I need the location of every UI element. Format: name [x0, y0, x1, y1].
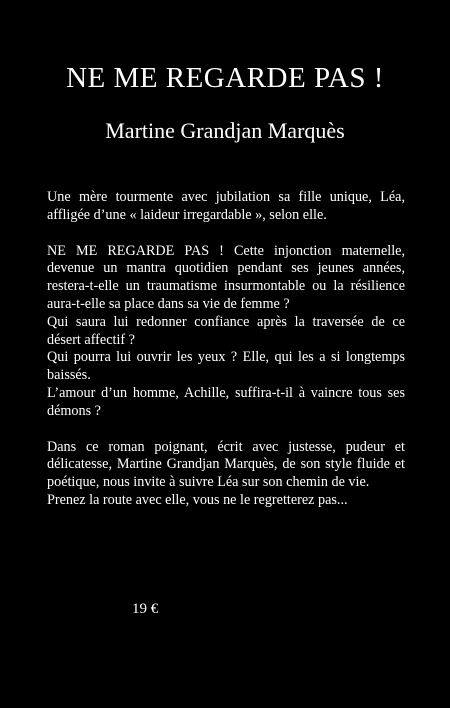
price-label: 19 € — [132, 601, 159, 617]
blurb-paragraph-injunction: NE ME REGARDE PAS ! Cette injonction maternelle, devenue un mantra quotidien pendant ses jeunes années, restera-t-elle un traumatisme insurmontable ou la résilience aura-t-elle sa place dans sa vie de femme ? — [47, 242, 405, 312]
blurb-text — [47, 189, 405, 510]
author-name: Martine Grandjan Marquès — [105, 118, 345, 143]
blurb-paragraph-review: Dans ce roman poignant, écrit avec justesse, pudeur et délicatesse, Martine Grandjan Marquès, de son style fluide et poétique, nous invite à suivre Léa sur son chemin de vie. — [47, 438, 405, 491]
blurb-paragraph-intro: Une mère tourmente avec jubilation sa fille unique, Léa, affligée d’une « laideur irregardable », selon elle. — [47, 189, 405, 223]
blurb-question-eyes: Qui pourra lui ouvrir les yeux ? Elle, qui les a si longtemps baissés. — [47, 349, 405, 384]
paragraph-spacer — [47, 225, 405, 243]
book-title: NE ME REGARDE PAS ! — [66, 62, 384, 94]
blurb-question-love: L’amour d’un homme, Achille, suffira-t-il à vaincre tous ses démons ? — [47, 384, 405, 419]
blurb-question-confidence: Qui saura lui redonner confiance après la traversée de ce désert affectif ? — [47, 313, 405, 348]
paragraph-spacer — [47, 421, 405, 439]
blurb-paragraph-invitation: Prenez la route avec elle, vous ne le regretterez pas... — [47, 491, 348, 508]
